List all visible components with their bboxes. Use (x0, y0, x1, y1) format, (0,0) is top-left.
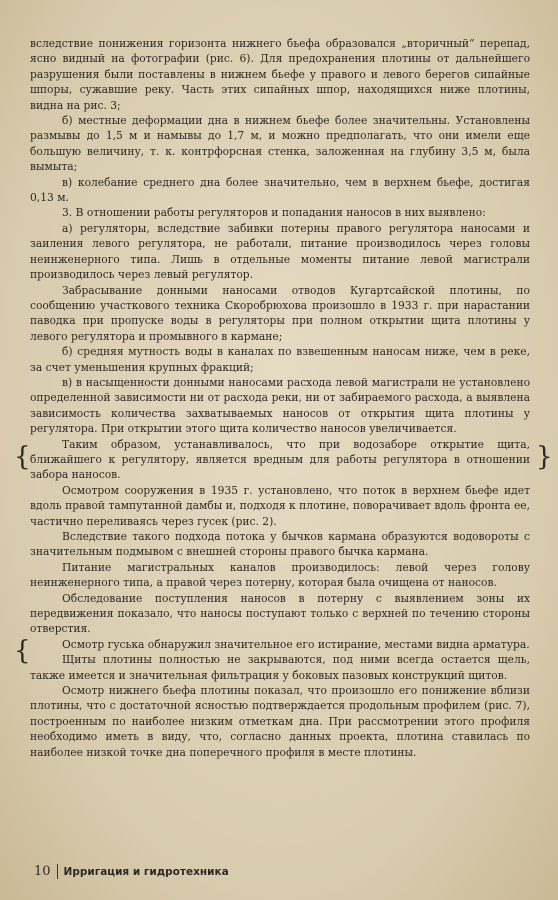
paragraph-13: Обследование поступления наносов в потерну с выявлением зоны их передвижения показало, что наносы поступают только с верхней по течению стороны отверстия. (30, 591, 530, 636)
paragraph-10: Осмотром сооружения в 1935 г. установлено, что поток в верхнем бьефе идет вдоль правой тампутанной дамбы и, подходя к плотине, поворачивает вдоль фронта ее, частично переливаясь через гусек (рис. 2). (30, 483, 530, 528)
paragraph-2: б) местные деформации дна в нижнем бьефе более значительны. Установлены размывы до 1,5 м и намывы до 1,7 м, и можно предполагать, что они имели еще большую величину, т. к. контрфорсная стенка, заложенная на глубину 3,5 м, была вымыта; (30, 114, 530, 174)
paragraph-5: а) регуляторы, вследствие забивки потерны правого регулятора наносами и заиления левого регулятора, не работали, питание производилось через головы неинженерного типа. Лишь в отдельные моменты питание левой магистрали производилось через левый регулятор. (30, 221, 530, 282)
paragraph-1: вследствие понижения горизонта нижнего бьефа образовался „вторичный“ перепад, ясно видный на фотографии (рис. 6). Для предохранения плотины от дальнейшего разрушения были поставлены в нижнем бьефе у правого и левого берегов сипайные шпоры, сужавшие реку. Часть этих сипайных шпор, находящихся ниже плотины, видна на рис. 3; (30, 37, 530, 112)
paragraph-14: Осмотр гуська обнаружил значительное его истирание, местами видна арматура. (62, 637, 530, 651)
body-text (30, 36, 530, 760)
page-footer (34, 864, 229, 879)
paragraph-15: Щиты плотины полностью не закрываются, под ними всегда остается щель, также имеется и значительная фильтрация у боковых пазовых конструкций щитов. (30, 653, 530, 682)
paragraph-16: Осмотр нижнего бьефа плотины показал, что произошло его понижение вблизи плотины, что с достаточной ясностью подтверждается продольным профилем (рис. 7), построенным по наиболее низким отметкам дна. При рассмотрении этого профиля необходимо иметь в виду, что, согласно данных проекта, плотина ставилась по наиболее низкой точке дна поперечного профиля в месте плотины. (30, 684, 530, 759)
margin-bracket-mark: { (14, 442, 31, 472)
margin-bracket-mark-lower: { (14, 636, 31, 666)
paragraph-11: Вследствие такого подхода потока у бычков кармана образуются водовороты с значительным подмывом с внешней стороны правого бычка кармана. (30, 530, 530, 559)
paragraph-12: Питание магистральных каналов производилось: левой через голову неинженерного типа, а правой через потерну, которая была очищена от наносов. (30, 560, 530, 590)
paragraph-7: б) средняя мутность воды в каналах по взвешенным наносам ниже, чем в реке, за счет уменьшения крупных фракций; (30, 345, 530, 374)
page-number: 10 (34, 864, 58, 879)
paragraph-3: в) колебание среднего дна более значительно, чем в верхнем бьефе, достигая 0,13 м. (30, 175, 530, 205)
margin-bracket-mark-right: } (536, 442, 553, 472)
paragraph-8: в) в насыщенности донными наносами расхода левой магистрали не установлено определенной зависимости ни от расхода реки, ни от забираемого расхода, а выявлена зависимость количества захватываемых наносов от открытия щита плотины у регулятора. При открытии этого щита количество наносов увеличивается. (30, 375, 530, 436)
paragraph-6: Забрасывание донными наносами отводов Кугартсайской плотины, по сообщению участкового техника Скоробрюхова произошло в 1933 г. при нарастании паводка при пропуске воды в регуляторы при полном открытии щита плотины у левого регулятора и промывного в кармане; (30, 283, 530, 343)
journal-title: Ирригация и гидротехника (63, 866, 229, 878)
paragraph-9: Таким образом, устанавливалось, что при водозаборе открытие щита, ближайшего к регулятору, является вредным для работы регулятора в отношении забора наносов. (30, 437, 530, 482)
paragraph-4: 3. В отношении работы регуляторов и попадания наносов в них выявлено: (62, 206, 486, 220)
